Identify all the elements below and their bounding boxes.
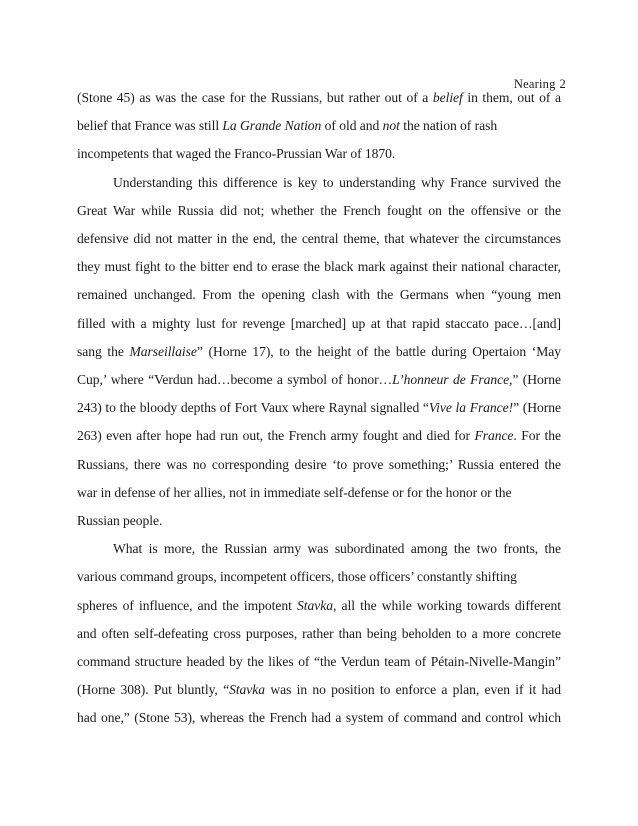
text-line xyxy=(77,88,561,108)
text-line xyxy=(77,398,561,418)
text-line xyxy=(77,680,561,700)
header-author-name: Nearing xyxy=(513,77,556,91)
italic-text-segment: La Grande Nation xyxy=(222,118,322,134)
text-line xyxy=(77,596,561,616)
italic-text-segment: not xyxy=(382,118,400,134)
text-line xyxy=(77,370,561,390)
text-segment: spheres of influence, and the impotent xyxy=(77,597,298,613)
text-segment: of old and xyxy=(321,118,383,134)
italic-text-segment: Marseillaise xyxy=(129,343,197,359)
text-segment: had one,” (Stone 53), whereas the French had a system of command and control which xyxy=(77,710,561,726)
text-segment: ” (Horne 17), to the height of the battle during Opertaion ‘May xyxy=(196,343,562,359)
text-segment: Russian people. xyxy=(77,513,163,528)
text-line xyxy=(113,173,561,193)
text-segment: ” (Horne xyxy=(513,400,561,416)
text-segment: remained unchanged. From the opening clash with the Germans when “young men xyxy=(77,287,561,303)
text-line xyxy=(113,539,561,559)
text-line xyxy=(77,285,561,305)
italic-text-segment: Stavka xyxy=(229,682,266,698)
text-line xyxy=(77,567,517,587)
text-segment: ” (Horne xyxy=(512,372,562,387)
text-segment: . For the xyxy=(513,428,561,444)
text-segment: Cup,’ where “Verdun had…become a symbol of honor… xyxy=(77,372,393,387)
text-segment: Understanding this difference is key to understanding why France survived the xyxy=(113,174,561,190)
text-line xyxy=(77,116,497,136)
text-segment: What is more, the Russian army was subordinated among the two fronts, the xyxy=(113,541,561,557)
text-segment: 263) even after hope had run out, the French army fought and died for xyxy=(77,428,475,444)
text-segment: in them, out of a xyxy=(462,90,561,105)
text-segment: Russians, there was no corresponding desire ‘to prove something;’ Russia entered the xyxy=(77,456,561,472)
italic-text-segment: Vive la France! xyxy=(428,400,514,416)
text-line xyxy=(77,229,561,249)
header-page-number: 2 xyxy=(559,77,566,91)
text-segment: command structure headed by the likes of “the Verdun team of Pétain-Nivelle-Mangin” xyxy=(77,654,561,669)
text-segment: defensive did not matter in the end, the central theme, that whatever the circumstances xyxy=(77,231,561,246)
text-line xyxy=(77,455,561,475)
text-segment: filled with a mighty lust for revenge [marched] up at that rapid staccato pace…[and] xyxy=(77,315,561,331)
text-segment: belief that France was still xyxy=(77,118,223,134)
text-segment: war in defense of her allies, not in immediate self-defense or for the honor or the xyxy=(77,484,512,500)
text-segment: incompetents that waged the Franco-Prussian War of 1870. xyxy=(77,146,396,162)
text-segment: various command groups, incompetent officers, those officers’ constantly shifting xyxy=(77,569,517,585)
text-segment: (Horne 308). Put bluntly, “ xyxy=(77,682,230,698)
italic-text-segment: Stavka xyxy=(297,597,333,613)
text-line xyxy=(77,201,561,221)
text-segment: the nation of rash xyxy=(399,118,498,134)
text-line xyxy=(77,652,561,672)
text-line xyxy=(77,426,561,446)
text-segment: was in no position to enforce a plan, even if it had xyxy=(265,682,561,698)
text-segment: Great War while Russia did not; whether the French fought on the offensive or the xyxy=(77,202,561,218)
text-line xyxy=(77,257,561,277)
text-segment: (Stone 45) as was the case for the Russians, but rather out of a xyxy=(77,90,433,105)
text-segment: sang the xyxy=(77,343,130,359)
italic-text-segment: France xyxy=(474,428,514,444)
text-line xyxy=(77,342,561,362)
text-line xyxy=(77,624,561,644)
text-segment: , all the while working towards different xyxy=(332,597,561,613)
text-line xyxy=(77,144,395,164)
text-segment: 243) to the bloody depths of Fort Vaux where Raynal signalled “ xyxy=(77,400,429,416)
text-line xyxy=(77,511,162,531)
italic-text-segment: belief xyxy=(432,90,463,105)
italic-text-segment: L’honneur de France, xyxy=(392,372,513,387)
text-segment: they must fight to the bitter end to erase the black mark against their national character, xyxy=(77,259,561,275)
text-segment: and often self-defeating cross purposes, rather than being beholden to a more concrete xyxy=(77,625,561,641)
text-line xyxy=(77,483,511,503)
text-line xyxy=(77,708,561,728)
text-line xyxy=(77,314,561,334)
